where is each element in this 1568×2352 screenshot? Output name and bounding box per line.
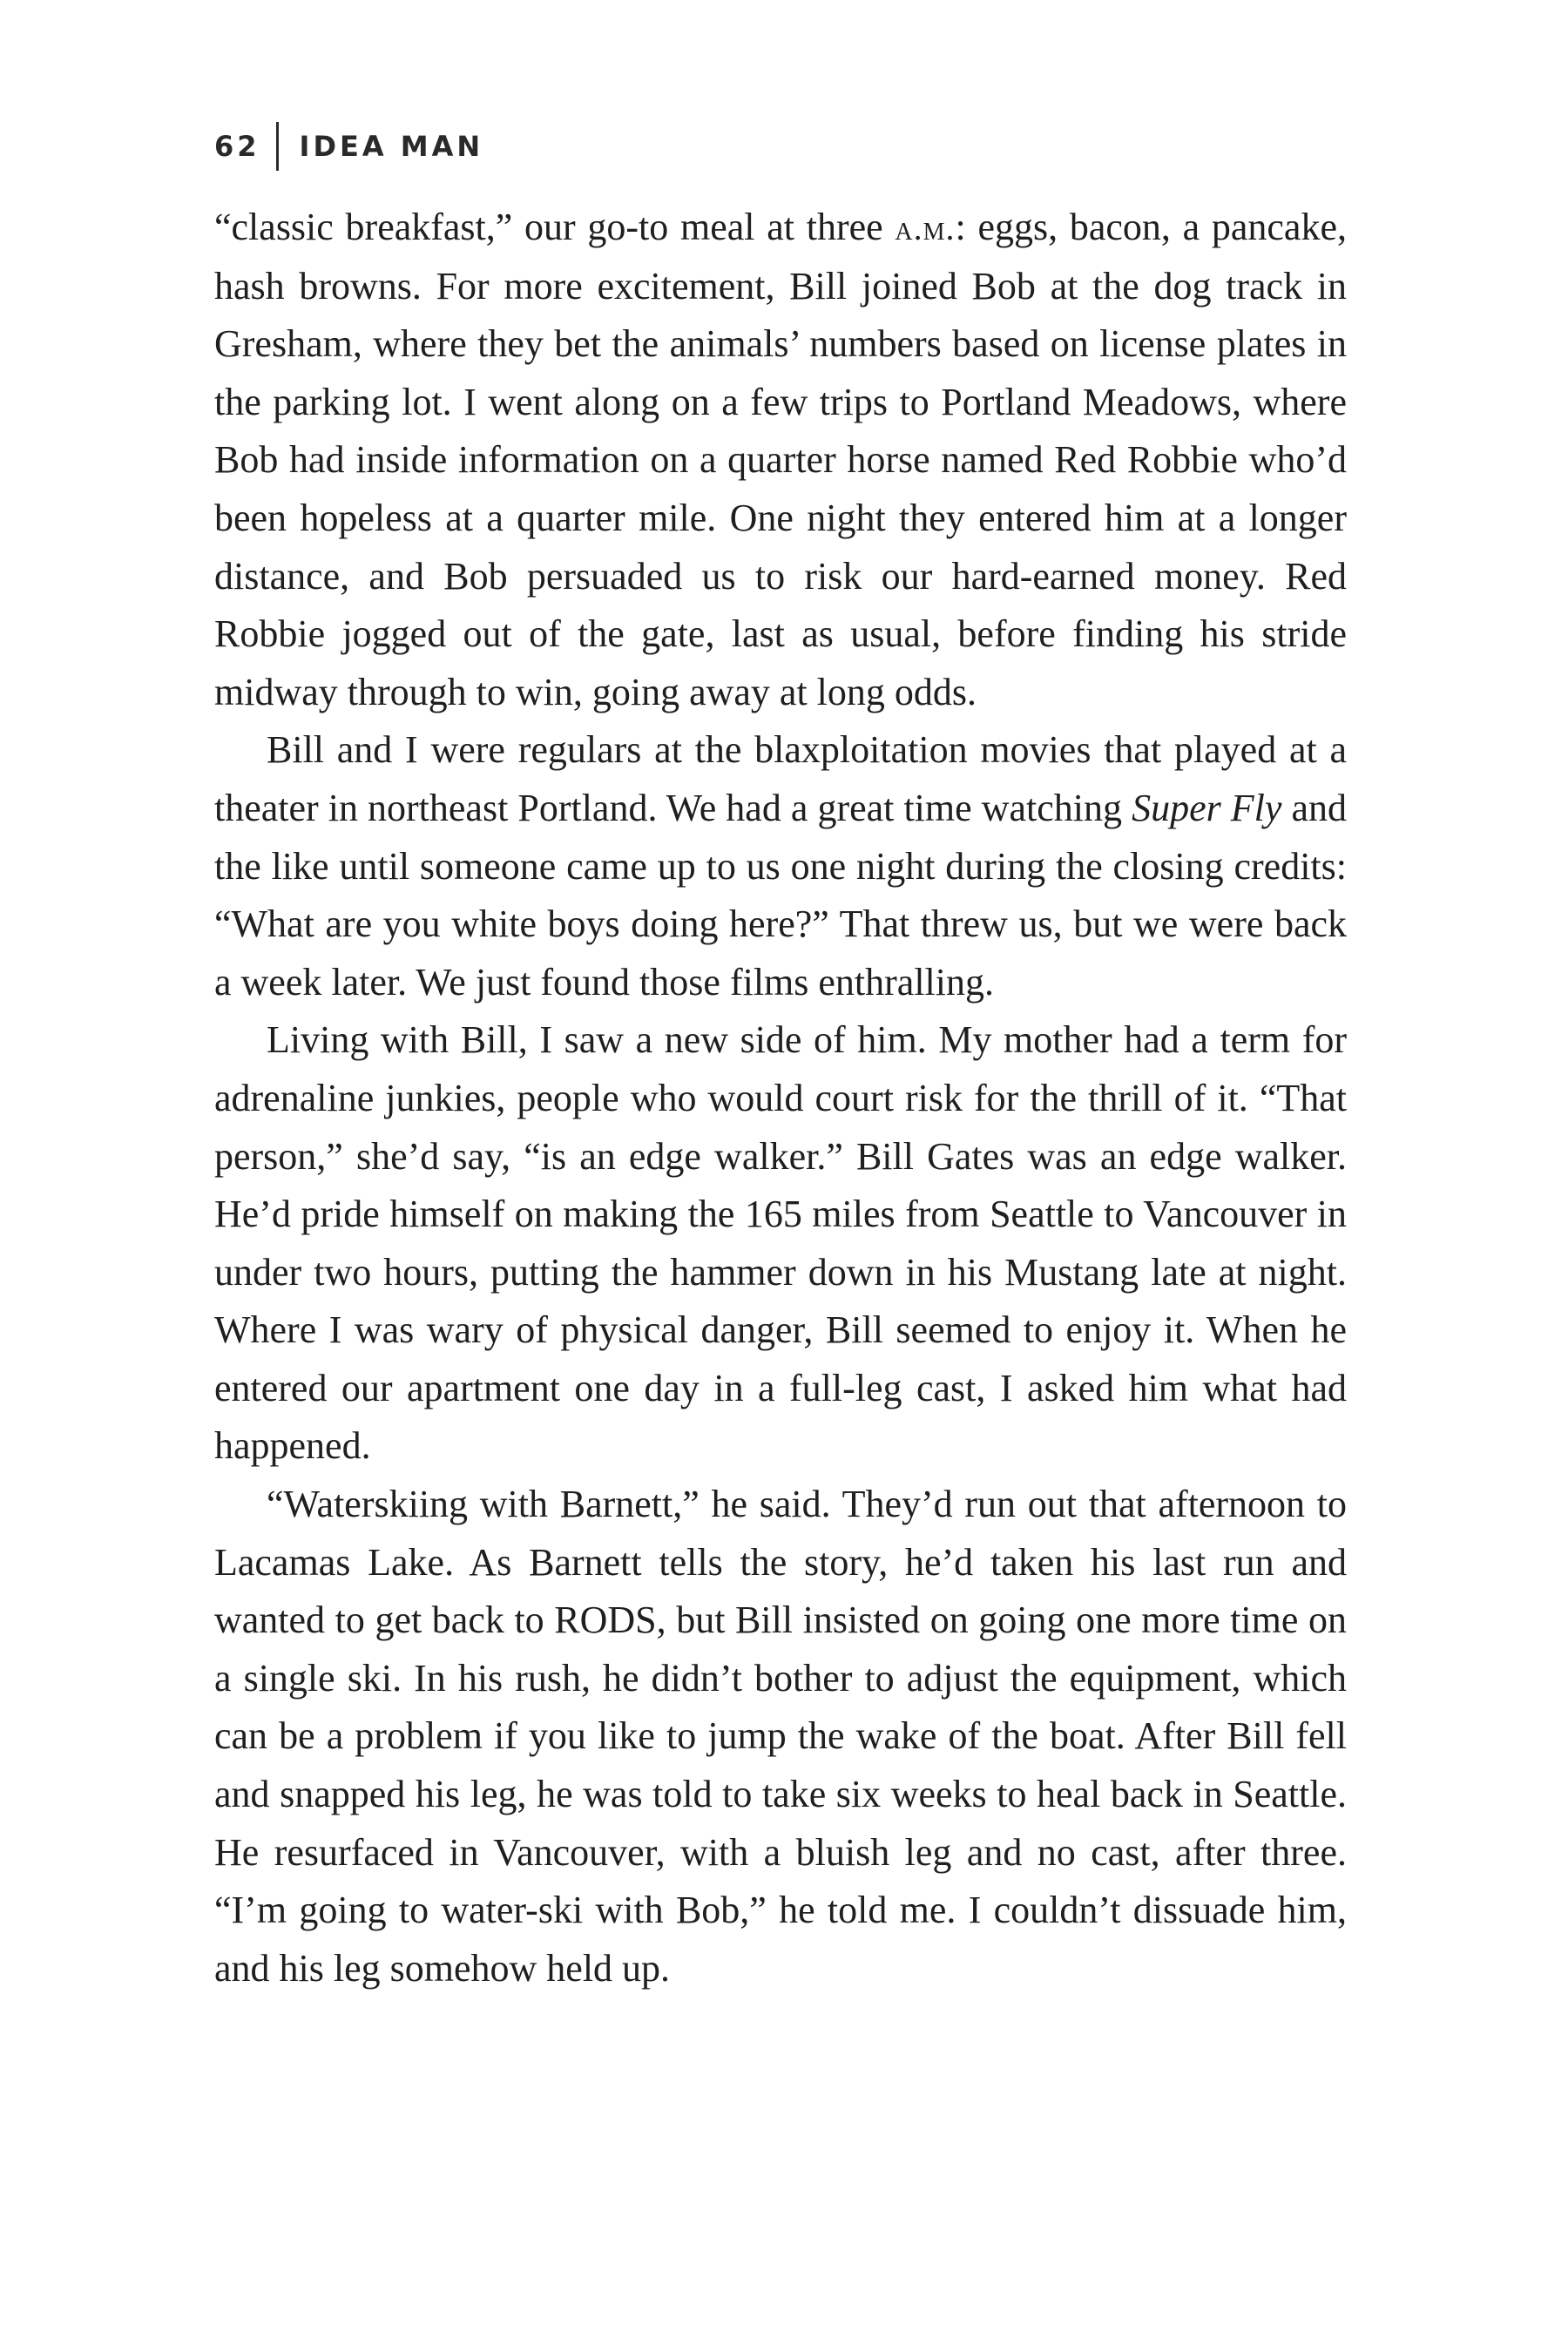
small-caps-time: a.m.	[895, 208, 956, 247]
body-text	[214, 199, 1347, 1997]
book-title: IDEA MAN	[299, 130, 484, 163]
paragraph-1: “classic breakfast,” our go-to meal at three a.m.: eggs, bacon, a pancake, hash browns. For more excitement, Bill joined Bob at the dog track in Gresham, where they bet the animals’ numbers based on license plates in the parking lot. I went along on a few trips to Portland Meadows, where Bob had inside information on a quarter horse named Red Robbie who’d been hopeless at a quarter mile. One night they entered him at a longer distance, and Bob persuaded us to risk our hard-earned money. Red Robbie jogged out of the gate, last as usual, before finding his stride midway through to win, going away at long odds.	[214, 206, 1347, 713]
paragraph-4: “Waterskiing with Barnett,” he said. They’d run out that afternoon to Lacamas Lake. As Barnett tells the story, he’d taken his last run and wanted to get back to RODS, but Bill insisted on going one more time on a single ski. In his rush, he didn’t bother to adjust the equipment, which can be a problem if you like to jump the wake of the boat. After Bill fell and snapped his leg, he was told to take six weeks to heal back in Seattle. He resurfaced in Vancouver, with a bluish leg and no cast, after three. “I’m going to water-ski with Bob,” he told me. I couldn’t dissuade him, and his leg somehow held up.	[214, 1483, 1347, 1990]
running-head	[214, 122, 483, 171]
film-title: Super Fly	[1132, 786, 1282, 829]
page-number: 62	[214, 130, 260, 163]
paragraph-3: Living with Bill, I saw a new side of him. My mother had a term for adrenaline junkies, people who would court risk for the thrill of it. “That person,” she’d say, “is an edge walker.” Bill Gates was an edge walker. He’d pride himself on making the 165 miles from Seattle to Vancouver in under two hours, putting the hammer down in his Mustang late at night. Where I was wary of physical danger, Bill seemed to enjoy it. When he entered our apartment one day in a full-leg cast, I asked him what had happened.	[214, 1018, 1347, 1468]
header-divider	[276, 122, 279, 171]
paragraph-2: Bill and I were regulars at the blaxploitation movies that played at a theater in northeast Portland. We had a great time watching Super Fly and the like until someone came up to us one night during the closing credits: “What are you white boys doing here?” That threw us, but we were back a week later. We just found those films enthralling.	[214, 728, 1347, 1004]
